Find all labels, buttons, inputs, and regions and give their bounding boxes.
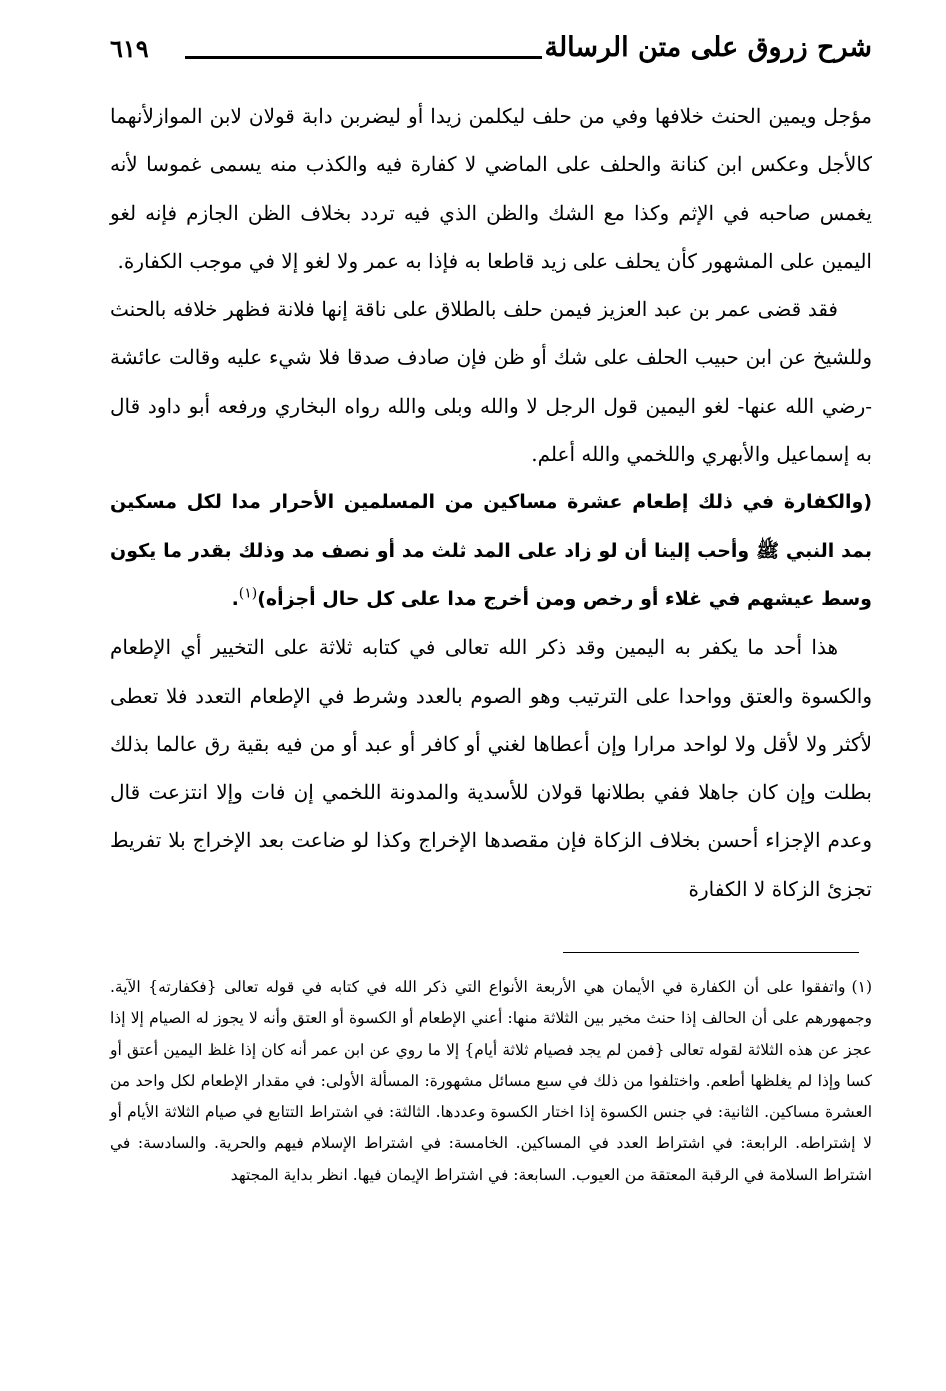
page-header xyxy=(110,30,872,72)
matn-text: (والكفارة في ذلك إطعام عشرة مساكين من المسلمين الأحرار مدا لكل مسكين بمد النبي ﷺ وأحب إلينا أن لو زاد على المد ثلث مد أو نصف مد وذلك بقدر ما يكون وسط عيشهم في غلاء أو رخص ومن أخرج مدا على كل حال أجزأه) xyxy=(110,491,872,610)
main-text xyxy=(110,92,872,913)
footnote-paragraph xyxy=(110,972,872,1191)
footnote-separator xyxy=(563,952,859,953)
paragraph-commentary: هذا أحد ما يكفر به اليمين وقد ذكر الله تعالى في كتابه ثلاثة على التخيير أي الإطعام والكسوة والعتق وواحدا على الترتيب وهو الصوم بالعدد وشرط في الإطعام التعدد فلا تعطى لأكثر ولا لأقل ولا لواحد مرارا وإن أعطاها لغني أو كافر أو عبد أو من فيه بقية رق عالما بذلك بطلت وإن كان جاهلا ففي بطلانها قولان للأسدية والمدونة اللخمي إن فات وإلا انتزعت قال وعدم الإجزاء أحسن بخلاف الزكاة فإن مقصدها الإخراج وكذا لو ضاعت بعد الإخراج بلا تفريط تجزئ الزكاة لا الكفارة xyxy=(110,635,872,901)
paragraph: فقد قضى عمر بن عبد العزيز فيمن حلف بالطلاق على ناقة إنها فلانة فظهر خلافه بالحنث وللشيخ عن ابن حبيب الحلف على شك أو ظن فإن صادف صدقا فلا شيء عليه وقالت عائشة -رضي الله عنها- لغو اليمين قول الرجل لا والله وبلى والله رواه البخاري ورفعه أبو داود قال به إسماعيل والأبهري واللخمي والله أعلم. xyxy=(110,297,872,467)
header-rule xyxy=(185,56,542,59)
footnote-reference[interactable]: (١) xyxy=(238,585,258,602)
running-title: شرح زروق على متن الرسالة xyxy=(544,32,872,63)
paragraph-continuation: مؤجل ويمين الحنث خلافها وفي من حلف ليكلمن زيدا أو ليضربن دابة قولان لابن الموازلأنهما كالأجل وعكس ابن كنانة والحلف على الماضي لا كفارة فيه والكذب منه يسمى غموسا لأنه يغمس صاحبه في الإثم وكذا مع الشك والظن الذي فيه تردد بخلاف الظن الجازم فإنه لغو اليمين على المشهور كأن يحلف على زيد قاطعا به فإذا به عمر ولا لغو إلا في موجب الكفارة. xyxy=(110,104,873,273)
matn-quote xyxy=(110,478,872,623)
footnote-text: واتفقوا على أن الكفارة في الأيمان هي الأربعة الأنواع التي ذكر الله في كتابه في قوله تعالى {فكفارته} الآية. وجمهورهم على أن الحالف إذا حنث مخير بين الثلاثة منها: أعني الإطعام أو الكسوة أو العتق وأنه لا يجوز له الصيام إلا إذا عجز عن هذه الثلاثة لقوله تعالى {فمن لم يجد فصيام ثلاثة أيام} إلا ما روي عن ابن عمر أنه كان إذا غلظ اليمين أعتق أو كسا وإذا لم يغلظها أطعم. واختلفوا من ذلك في سبع مسائل مشهورة: المسألة الأولى: في مقدار الإطعام لكل واحد من العشرة مساكين. الثانية: في جنس الكسوة إذا اختار الكسوة وعددها. الثالثة: في اشتراط التتابع في صيام الثلاثة الأيام أو لا إشتراطه. الرابعة: في اشتراط العدد في المساكين. الخامسة: في اشتراط الإسلام فيهم والحرية. والسادسة: في اشتراط السلامة في الرقبة المعتقة من العيوب. السابعة: في اشتراط الإيمان فيها. انظر بداية المجتهد xyxy=(110,978,872,1184)
page-number: ٦١٩ xyxy=(110,34,149,63)
footnote xyxy=(110,972,872,1191)
footnote-marker: (١) xyxy=(851,978,872,996)
matn-end: . xyxy=(231,587,239,610)
